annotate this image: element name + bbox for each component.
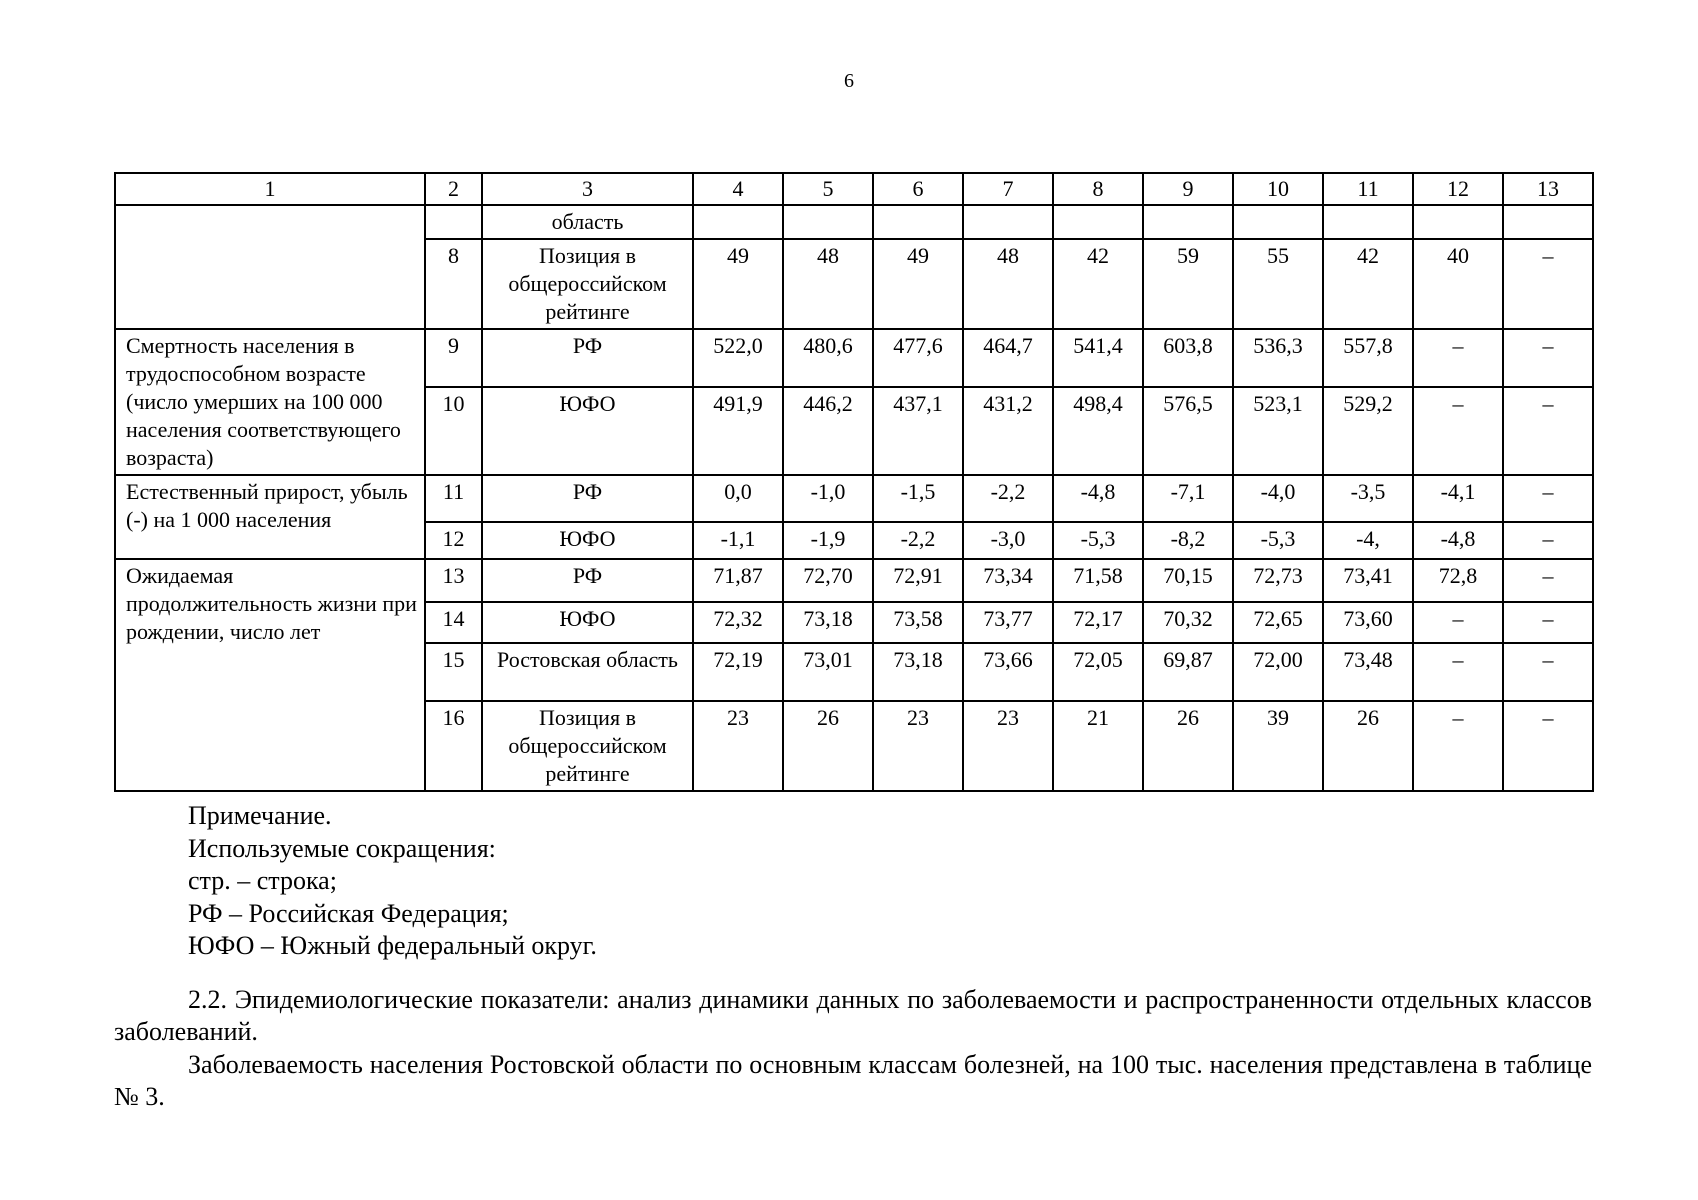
value-cell: – <box>1503 239 1593 329</box>
row-number-cell <box>425 205 482 239</box>
value-cell: -1,5 <box>873 475 963 522</box>
value-cell: -2,2 <box>873 522 963 559</box>
value-cell: 49 <box>873 239 963 329</box>
abbreviation-item: стр. – строка; <box>188 866 337 895</box>
value-cell: 48 <box>783 239 873 329</box>
value-cell: 73,77 <box>963 602 1053 643</box>
value-cell: 40 <box>1413 239 1503 329</box>
value-cell: 72,73 <box>1233 559 1323 602</box>
value-cell: 26 <box>1143 701 1233 791</box>
value-cell: -2,2 <box>963 475 1053 522</box>
value-cell: 73,60 <box>1323 602 1413 643</box>
value-cell: 70,32 <box>1143 602 1233 643</box>
abbreviation-item: ЮФО – Южный федеральный округ. <box>188 931 597 960</box>
row-number-cell: 16 <box>425 701 482 791</box>
territory-cell: ЮФО <box>482 602 693 643</box>
value-cell: 557,8 <box>1323 329 1413 387</box>
row-number-cell: 11 <box>425 475 482 522</box>
page-number: 6 <box>844 70 854 92</box>
value-cell: 48 <box>963 239 1053 329</box>
value-cell: 23 <box>693 701 783 791</box>
value-cell: 73,18 <box>783 602 873 643</box>
value-cell: 0,0 <box>693 475 783 522</box>
value-cell: 73,41 <box>1323 559 1413 602</box>
value-cell: 431,2 <box>963 387 1053 475</box>
value-cell: 71,58 <box>1053 559 1143 602</box>
value-cell: – <box>1413 643 1503 701</box>
value-cell: 536,3 <box>1233 329 1323 387</box>
value-cell <box>783 205 873 239</box>
column-number: 12 <box>1413 173 1503 205</box>
territory-cell: ЮФО <box>482 387 693 475</box>
value-cell: 72,32 <box>693 602 783 643</box>
value-cell: 73,01 <box>783 643 873 701</box>
value-cell: -4,8 <box>1053 475 1143 522</box>
value-cell: 603,8 <box>1143 329 1233 387</box>
value-cell: 71,87 <box>693 559 783 602</box>
value-cell: -5,3 <box>1053 522 1143 559</box>
value-cell: 26 <box>783 701 873 791</box>
value-cell <box>873 205 963 239</box>
value-cell: – <box>1413 329 1503 387</box>
value-cell: 523,1 <box>1233 387 1323 475</box>
value-cell: -1,9 <box>783 522 873 559</box>
value-cell: 69,87 <box>1143 643 1233 701</box>
value-cell: 498,4 <box>1053 387 1143 475</box>
value-cell: 576,5 <box>1143 387 1233 475</box>
value-cell: -4,0 <box>1233 475 1323 522</box>
value-cell: 72,05 <box>1053 643 1143 701</box>
value-cell: – <box>1503 559 1593 602</box>
territory-cell: РФ <box>482 559 693 602</box>
value-cell: 72,19 <box>693 643 783 701</box>
value-cell: 73,18 <box>873 643 963 701</box>
section-paragraph: 2.2. Эпидемиологические показатели: анализ динамики данных по заболеваемости и распространенности отдельных классов заболеваний. <box>114 985 1592 1046</box>
column-number: 10 <box>1233 173 1323 205</box>
value-cell: -4, <box>1323 522 1413 559</box>
value-cell: 70,15 <box>1143 559 1233 602</box>
column-number: 9 <box>1143 173 1233 205</box>
row-number-cell: 12 <box>425 522 482 559</box>
value-cell: – <box>1503 387 1593 475</box>
value-cell: – <box>1503 643 1593 701</box>
value-cell: -7,1 <box>1143 475 1233 522</box>
column-number: 5 <box>783 173 873 205</box>
value-cell <box>1143 205 1233 239</box>
value-cell: – <box>1503 602 1593 643</box>
value-cell <box>1053 205 1143 239</box>
column-number: 1 <box>115 173 425 205</box>
column-number: 3 <box>482 173 693 205</box>
column-number: 11 <box>1323 173 1413 205</box>
value-cell: 491,9 <box>693 387 783 475</box>
value-cell: -3,5 <box>1323 475 1413 522</box>
value-cell <box>963 205 1053 239</box>
notes-title: Примечание. <box>188 801 332 830</box>
value-cell: 529,2 <box>1323 387 1413 475</box>
row-number-cell: 14 <box>425 602 482 643</box>
value-cell: 72,17 <box>1053 602 1143 643</box>
territory-cell: ЮФО <box>482 522 693 559</box>
value-cell <box>1323 205 1413 239</box>
value-cell: 42 <box>1323 239 1413 329</box>
value-cell: 73,48 <box>1323 643 1413 701</box>
value-cell: -1,1 <box>693 522 783 559</box>
table-row <box>115 475 1593 522</box>
value-cell: 477,6 <box>873 329 963 387</box>
column-number: 8 <box>1053 173 1143 205</box>
body-paragraph: Заболеваемость населения Ростовской области по основным классам болезней, на 100 тыс. населения представлена в таблице № 3. <box>114 1050 1592 1111</box>
value-cell: 73,66 <box>963 643 1053 701</box>
row-number-cell: 15 <box>425 643 482 701</box>
value-cell: 437,1 <box>873 387 963 475</box>
indicator-cell: Ожидаемая продолжительность жизни при рождении, число лет <box>115 559 425 791</box>
value-cell <box>1233 205 1323 239</box>
territory-cell: Ростовская область <box>482 643 693 701</box>
value-cell: 23 <box>873 701 963 791</box>
value-cell: 73,58 <box>873 602 963 643</box>
column-number: 6 <box>873 173 963 205</box>
column-number: 2 <box>425 173 482 205</box>
value-cell: 446,2 <box>783 387 873 475</box>
column-number: 4 <box>693 173 783 205</box>
value-cell: 59 <box>1143 239 1233 329</box>
value-cell: 480,6 <box>783 329 873 387</box>
notes-subtitle: Используемые сокращения: <box>188 833 496 863</box>
territory-cell: РФ <box>482 475 693 522</box>
value-cell: – <box>1503 701 1593 791</box>
column-number: 13 <box>1503 173 1593 205</box>
value-cell: 522,0 <box>693 329 783 387</box>
territory-cell: Позиция в общероссийском рейтинге <box>482 239 693 329</box>
value-cell: -4,1 <box>1413 475 1503 522</box>
table-row <box>115 205 1593 239</box>
indicator-cell: Смертность населения в трудоспособном возрасте (число умерших на 100 000 населения соответствующего возраста) <box>115 329 425 475</box>
value-cell: -4,8 <box>1413 522 1503 559</box>
value-cell <box>693 205 783 239</box>
value-cell: 21 <box>1053 701 1143 791</box>
value-cell: -5,3 <box>1233 522 1323 559</box>
value-cell: – <box>1413 387 1503 475</box>
value-cell: 464,7 <box>963 329 1053 387</box>
value-cell: 26 <box>1323 701 1413 791</box>
value-cell: 23 <box>963 701 1053 791</box>
row-number-cell: 9 <box>425 329 482 387</box>
row-number-cell: 10 <box>425 387 482 475</box>
value-cell: – <box>1413 602 1503 643</box>
value-cell: 73,34 <box>963 559 1053 602</box>
table-row <box>115 329 1593 387</box>
value-cell <box>1503 205 1593 239</box>
territory-cell: РФ <box>482 329 693 387</box>
value-cell: 39 <box>1233 701 1323 791</box>
abbreviation-item: РФ – Российская Федерация; <box>188 898 509 928</box>
column-number-row <box>115 173 1593 205</box>
value-cell: – <box>1503 522 1593 559</box>
value-cell: 72,8 <box>1413 559 1503 602</box>
value-cell: 72,00 <box>1233 643 1323 701</box>
indicator-cell <box>115 205 425 329</box>
row-number-cell: 13 <box>425 559 482 602</box>
column-number: 7 <box>963 173 1053 205</box>
value-cell: – <box>1503 475 1593 522</box>
value-cell: -3,0 <box>963 522 1053 559</box>
row-number-cell: 8 <box>425 239 482 329</box>
territory-cell: Позиция в общероссийском рейтинге <box>482 701 693 791</box>
table-row <box>115 559 1593 602</box>
value-cell: 49 <box>693 239 783 329</box>
value-cell: – <box>1413 701 1503 791</box>
territory-cell: область <box>482 205 693 239</box>
value-cell: 72,65 <box>1233 602 1323 643</box>
value-cell: – <box>1503 329 1593 387</box>
indicator-cell: Естественный прирост, убыль (-) на 1 000 населения <box>115 475 425 559</box>
value-cell: 55 <box>1233 239 1323 329</box>
value-cell: 541,4 <box>1053 329 1143 387</box>
value-cell <box>1413 205 1503 239</box>
statistics-table <box>114 172 1594 792</box>
value-cell: 72,91 <box>873 559 963 602</box>
value-cell: 72,70 <box>783 559 873 602</box>
value-cell: 42 <box>1053 239 1143 329</box>
value-cell: -8,2 <box>1143 522 1233 559</box>
notes-block <box>188 800 597 963</box>
value-cell: -1,0 <box>783 475 873 522</box>
